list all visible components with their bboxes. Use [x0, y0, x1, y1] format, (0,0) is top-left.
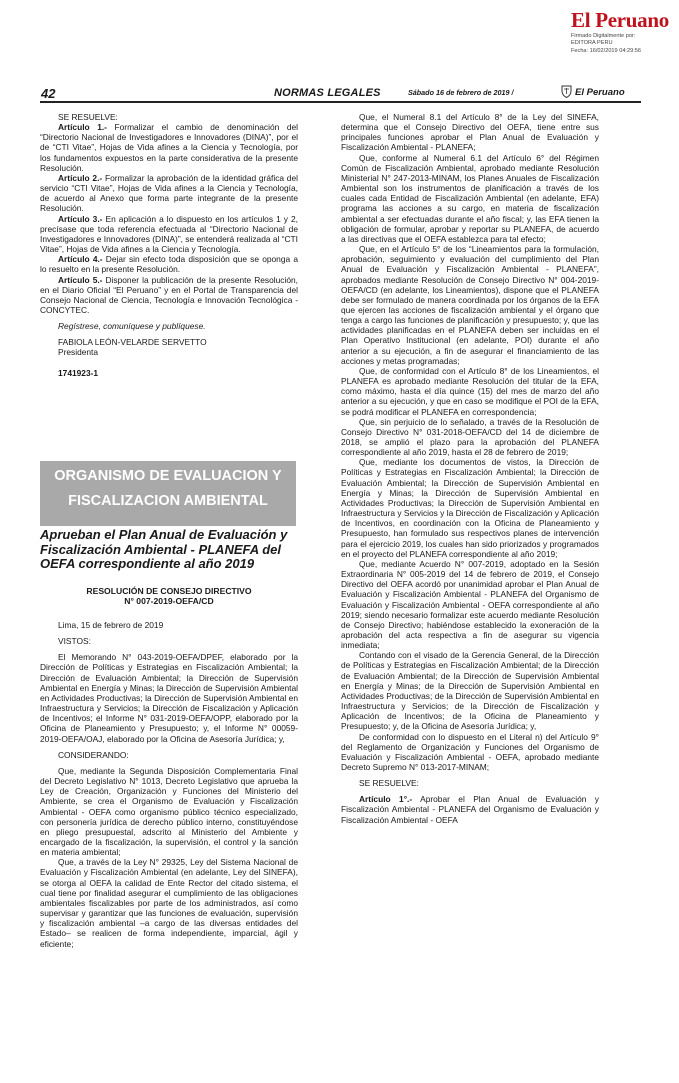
el-peruano-logo: El Peruano [571, 8, 669, 32]
page-number: 42 [41, 86, 56, 101]
article-lead: Artículo 1.- [58, 122, 107, 133]
considerando-paragraph: Que, en el Artículo 5° de los “Lineamientos para la formulación, aprobación, seguimiento y evaluación del cumplimiento del Plan Anual de Evaluación y Fiscalización Ambiental - PLANEFA”, aprobados mediante Resolución de Consejo Directivo N° 004-2019-OEFA/CD (en adelante, los Lineamientos), dispone que el PLANEFA debe ser formulado de manera coordinada por los órganos de la EFA que ejercen las acciones de fiscalización ambiental y el órgano que tenga a cargo las funciones de planificación y presupuesto; y, que las actividades planificadas en el PLANEFA deben ser incluidas en el Plan Operativo Institucional (en adelante, POI) durante el año anterior a su ejecución, a fin de asegurar el financiamiento de las acciones y metas programadas; [341, 244, 599, 366]
article-paragraph [40, 122, 298, 173]
article-paragraph [341, 794, 599, 824]
issue-date: Sábado 16 de febrero de 2019 / [408, 88, 514, 97]
doc-code: 1741923-1 [58, 367, 99, 378]
article-paragraph [40, 254, 298, 274]
considerando-paragraph: Que, el Numeral 8.1 del Artículo 8° de la Ley del SINEFA, determina que el Consejo Directivo del OEFA, tiene entre sus principales funciones aprobar el Plan Anual de Evaluación y Fiscalización Ambiental - PLANEFA; [341, 112, 599, 153]
place-date: Lima, 15 de febrero de 2019 [58, 620, 164, 630]
banner-line: ORGANISMO DE EVALUACION Y [54, 468, 282, 484]
article-text: Aprobar el Plan Anual de Evaluación y Fiscalización Ambiental - PLANEFA del Organismo de Evaluación y Fiscalización Ambiental - OEFA [341, 794, 599, 825]
article-lead: Artículo 5.- [58, 274, 103, 285]
considerando-label: CONSIDERANDO: [58, 749, 129, 760]
resuelve-heading: SE RESUELVE: [359, 778, 419, 789]
article-text: Dejar sin efecto toda disposición que se oponga a lo resuelto en la presente Resolución. [40, 254, 298, 275]
considerando-paragraph: De conformidad con lo dispuesto en el Literal n) del Artículo 9° del Reglamento de Organización y Funciones del Organismo de Evaluación y Fiscalización Ambiental - OEFA, aprobado mediante Decreto Supremo N° 013-2017-MINAM; [341, 731, 599, 772]
signer-name: FABIOLA LEÓN-VELARDE SERVETTO [58, 337, 207, 348]
institution-banner [40, 461, 296, 526]
right-column [341, 112, 599, 825]
considerando-paragraph: Que, mediante Acuerdo N° 007-2019, adoptado en la Sesión Extraordinaria N° 005-2019 del 14 de febrero de 2019, el Consejo Directivo del OEFA acordó por unanimidad aprobar el Plan Anual de Evaluación y Fiscalización Ambiental - PLANEFA del Organismo de Evaluación y Fiscalización Ambiental - OEFA correspondiente al año 2019; siendo necesario formalizar este acuerdo mediante Resolución de Consejo Directivo; habiéndose establecido la exoneración de la aprobación del acta respectiva a fin de asegurar su vigencia inmediata; [341, 558, 599, 651]
digital-signature [571, 33, 675, 55]
considerando-paragraph: Que, mediante los documentos de vistos, la Dirección de Políticas y Estrategias en Fiscalización Ambiental; la Dirección de Evaluación Ambiental; la Dirección de Supervisión Ambiental en Energía y Minas; la Dirección de Supervisión Ambiental en Actividades Productivas; la Dirección de Supervisión Ambiental en Infraestructura y Servicios y la Dirección de Fiscalización y Aplicación de Incentivos, en coordinación con la Oficina de Planeamiento y Presupuesto, han formulado sus respectivos planes de intervención para el ejercicio 2019, los cuales han sido priorizados y programados en el proyecto del PLANEFA correspondiente al año 2019; [341, 457, 599, 559]
header-rule [40, 101, 641, 103]
considerando-paragraph: Que, sin perjuicio de lo señalado, a través de la Resolución de Consejo Directivo N° 031-2018-OEFA/CD del 14 de diciembre de 2018, se amplió el plazo para la aprobación del PLANEFA correspondiente al año 2019, hasta el 28 de febrero de 2019; [341, 416, 599, 458]
article-paragraph [40, 275, 298, 316]
coat-of-arms-icon [561, 85, 572, 98]
resolution-sub1: RESOLUCIÓN DE CONSEJO DIRECTIVO [86, 586, 252, 596]
article-text: Formalizar el cambio de denominación del “Directorio Nacional de Investigadores e Innovadores (DINA)”, por el de “CTI Vitae”, Hojas de Vida afines a la Ciencia y Tecnología, por los fundamentos expuestos en la parte considerativa de la presente Resolución. [40, 122, 298, 173]
article-text: Disponer la publicación de la presente Resolución, en el Diario Oficial “El Peruano” y en el Portal de Transparencia del Consejo Nacional de Ciencia, Tecnología e Innovación Tecnológica - CONCYTEC. [40, 274, 298, 315]
resolution-title: Aprueban el Plan Anual de Evaluación y Fiscalización Ambiental - PLANEFA del OEFA correspondiente al año 2019 [40, 527, 288, 571]
banner-line: FISCALIZACION AMBIENTAL [68, 493, 268, 509]
considerando-paragraph: Contando con el visado de la Gerencia General, de la Dirección de Políticas y Estrategias en Fiscalización Ambiental; de la Dirección de Evaluación Ambiental; de la Dirección de Supervisión Ambiental en Energía y Minas; de la Dirección de Supervisión Ambiental en Actividades Productivas; de la Dirección de Supervisión Ambiental en Infraestructura y Servicios; de la Dirección de Fiscalización y Aplicación de Incentivos; de la Oficina de Planeamiento y Presupuesto; y, de la Oficina de Asesoría Jurídica; y, [341, 650, 599, 732]
signature-line: Fecha: 16/02/2019 04:29:56 [571, 47, 641, 54]
considerando-paragraph: Que, de conformidad con el Artículo 8° de los Lineamientos, el PLANEFA es aprobado mediante Resolución del titular de la EFA, como máximo, hasta el día quince (15) del mes de marzo del año anterior a su ejecución, y que en caso se modifique el POI de la EFA, se podrá modificar el PLANEFA en correspondencia; [341, 365, 599, 417]
signature-line: Firmado Digitalmente por: [571, 33, 636, 39]
considerando-paragraph: Que, conforme al Numeral 6.1 del Artículo 6° del Régimen Común de Fiscalización Ambiental, aprobado mediante Resolución Ministerial N° 247-2013-MINAM, los Planes Anuales de Fiscalización Ambiental son los instrumentos de planificación a través de los cuales cada Entidad de Fiscalización Ambiental (en adelante, EFA) programa las acciones a su cargo, en materia de fiscalización ambiental a ser efectuadas durante el año fiscal; y, las EFA tienen la obligación de formular, aprobar y reportar su PLANEFA, de acuerdo a las directivas que el OEFA establezca para tal efecto; [341, 152, 599, 244]
section-title: NORMAS LEGALES [274, 87, 381, 99]
left-column-body [40, 620, 298, 949]
article-lead: Artículo 2.- [58, 172, 103, 183]
article-paragraph [40, 173, 298, 214]
vistos-label: VISTOS: [58, 636, 91, 647]
resolution-sub2: N° 007-2019-OEFA/CD [124, 596, 214, 607]
vistos-text: El Memorando N° 043-2019-OEFA/DPEF, elaborado por la Dirección de Políticas y Estrategias en Fiscalización Ambiental; la Dirección de Evaluación Ambiental; la Dirección de Supervisión Ambiental en Energía y Minas; la Dirección de Supervisión Ambiental en Actividades Productivas; la Dirección de Supervisión Ambiental en Infraestructura y Servicios; la Dirección de Fiscalización y Aplicación de Incentivos; el Informe N° 031-2019-OEFA/OPP, elaborado por la Oficina de Planeamiento y Presupuesto; y, el Informe N° 00059- 2019-OEFA/OAJ, elaborado por la Oficina de Asesoría Jurídica; y, [40, 652, 298, 744]
article-paragraph [40, 214, 298, 255]
signer-title: Presidenta [58, 347, 99, 358]
left-column [40, 112, 298, 378]
header-brand: El Peruano [575, 87, 625, 98]
considerando-paragraph: Que, a través de la Ley N° 29325, Ley del Sistema Nacional de Evaluación y Fiscalización Ambiental (en adelante, Ley del SINEFA), se otorga al OEFA la calidad de Ente Rector del citado sistema, el cual tiene por finalidad asegurar el cumplimiento de las obligaciones ambientales fiscalizables por parte de los administrados, así como supervisar y garantizar que las funciones de evaluación, supervisión y fiscalización ambiental –a cargo de las diversas entidades del Estado– se realicen de forma independiente, imparcial, ágil y eficiente; [40, 857, 298, 949]
article-lead: Artículo 1°.- [359, 794, 413, 805]
resolution-number [40, 586, 298, 606]
article-lead: Artículo 3.- [58, 213, 103, 224]
resuelve-heading: SE RESUELVE: [58, 112, 118, 122]
considerando-paragraph: Que, mediante la Segunda Disposición Complementaria Final del Decreto Legislativo N° 1013, Decreto Legislativo que aprueba la Ley de Creación, Organización y Funciones del Ministerio del Ambiente, se crea el Organismo de Evaluación y Fiscalización Ambiental - OEFA como organismo público técnico especializado, con personería jurídica de derecho público interno, constituyéndose en pliego presupuestal, adscrito al Ministerio del Ambiente y encargado de la fiscalización, la supervisión, el control y la sanción en materia ambiental; [40, 765, 298, 858]
article-text: En aplicación a lo dispuesto en los artículos 1 y 2, precísase que toda referencia efectuada al “Directorio Nacional de Investigadores e Innovadores (DINA)”, se entenderá realizada al “CTI Vitae”, Hojas de Vida afines a la Ciencia y Tecnología. [40, 213, 298, 255]
signature-line: EDITORA PERU [571, 40, 613, 47]
closing-formula: Regístrese, comuníquese y publíquese. [58, 321, 206, 332]
article-lead: Artículo 4.- [58, 254, 103, 265]
article-text: Formalizar la aprobación de la identidad gráfica del servicio “CTI Vitae”, Hojas de Vida afines a la Ciencia y Tecnología, de acuerdo al Anexo que forma parte integrante de la presente Resolución. [40, 172, 298, 214]
